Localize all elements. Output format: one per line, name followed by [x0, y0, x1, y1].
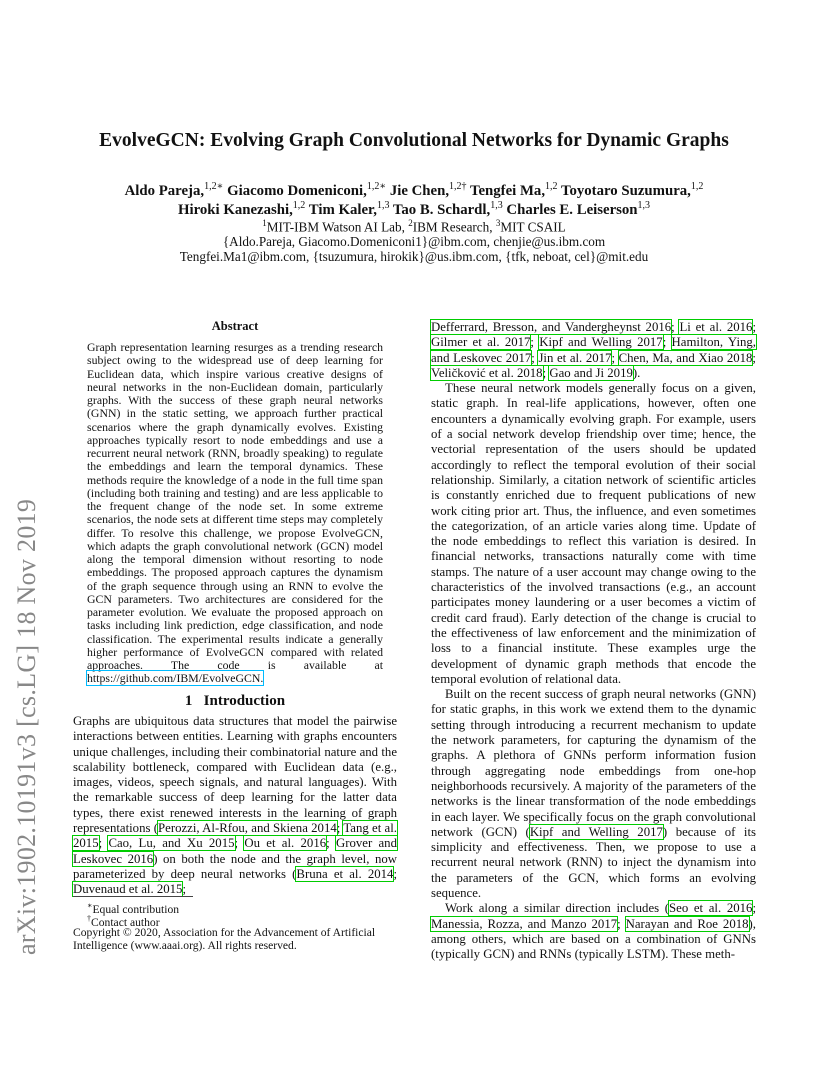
- abstract-body: Graph representation learning resurges as a trending research subject owing to the widespread use of deep learning for Euclidean data, which inspire various creative designs of neural networks in the non-Euclidean domain, particularly graphs. With the success of these graph neural networks (GNN) in the static setting, we approach further practical scenarios where the graph dynamically evolves. Existing approaches typically resort to node embeddings and use a recurrent neural network (RNN, broadly speaking) to regulate the embeddings and learn the temporal dynamics. These methods require the knowledge of a node in the full time span (including both training and testing) and are less applicable to the frequent change of the node set. In some extreme scenarios, the node sets at different time steps may completely differ. To resolve this challenge, we propose EvolveGCN, which adapts the graph convolutional network (GCN) model along the temporal dimension without resorting to node embeddings. The proposed approach captures the dynamism of the graph sequence through using an RNN to evolve the GCN parameters. Two architectures are considered for the parameter evolution. We evaluate the proposed approach on tasks including link prediction, edge classification, and node classification. The experimental results indicate a generally higher performance of EvolveGCN compared with related approaches. The code is available at https://github.com/IBM/EvolveGCN.: [87, 340, 383, 686]
- citation-link[interactable]: Kipf and Welling 2017: [539, 335, 663, 350]
- citation-link[interactable]: Li et al. 2016: [679, 320, 753, 334]
- footnote-contact: †Contact author: [87, 914, 160, 929]
- citation-link[interactable]: Manessia, Rozza, and Manzo 2017: [431, 916, 618, 931]
- paper-title: EvolveGCN: Evolving Graph Convolutional Networks for Dynamic Graphs: [99, 130, 729, 151]
- citation-link[interactable]: Kipf and Welling 2017: [529, 824, 663, 839]
- arxiv-sidebar: arXiv:1902.10191v3 [cs.LG] 18 Nov 2019: [12, 498, 41, 955]
- citation-link[interactable]: Narayan and Roe 2018: [625, 916, 749, 931]
- authors-line-1: Aldo Pareja,$^{1,2∗}$ Giacomo Domeniconi,$^{1,2∗}$ Jie Chen,$^{1,2\dagger}$ Tengfei Ma,$^{1,2}$ Toyotaro Suzumura,$^{1,2}$: [124, 181, 704, 199]
- citation-link[interactable]: Ou et al. 2016: [244, 836, 327, 851]
- authors-line-2: Hiroki Kanezashi,$^{1,2}$ Tim Kaler,$^{1,3}$ Tao B. Schardl,$^{1,3}$ Charles E. Leiserson$^{1,3}$: [177, 200, 651, 218]
- citation-link[interactable]: Perozzi, Al-Rfou, and Skiena 2014: [158, 821, 337, 836]
- emails-line-1: {Aldo.Pareja, Giacomo.Domeniconi1}@ibm.com, chenjie@us.ibm.com: [222, 234, 606, 249]
- citation-link[interactable]: Gao and Ji 2019: [549, 365, 633, 380]
- code-link[interactable]: https://github.com/IBM/EvolveGCN.: [87, 671, 264, 686]
- copyright-line-2: Intelligence (www.aaai.org). All rights reserved.: [73, 939, 297, 952]
- affiliations: $^1$MIT-IBM Watson AI Lab, $^2$IBM Research, $^3$MIT CSAIL: [262, 218, 566, 235]
- footnote-equal: ∗Equal contribution: [87, 901, 180, 916]
- right-paragraph-dynamic: These neural network models generally focus on a given, static graph. In real-life applications, however, often one encounters a dynamically evolving graph. For example, users of a social network develop friendship over time; hence, the vectorial representation of the users should be updated accordingly to reflect the temporal evolution of their social relationship. Similarly, a citation network of scientific articles is constantly enriched due to frequent publications of new work citing prior art. Thus, the influence, and even sometimes the categorization, of an article varies along time. Update of the node embeddings to reflect this variation is desired. In financial networks, transactions naturally come with time stamps. The nature of a user account may change owing to the characteristics of the involved transactions (e.g., an account participates money laundering or a user becomes a victim of credit card fraud). Early detection of the change is crucial to the effectiveness of law enforcement and the minimization of loss to a financial institute. These examples urge the development of dynamic graph methods that encode the temporal evolution of relational data.: [431, 381, 756, 686]
- copyright-line-1: Copyright © 2020, Association for the Advancement of Artificial: [73, 926, 376, 939]
- citation-link[interactable]: Cao, Lu, and Xu 2015: [108, 836, 235, 851]
- right-citation-paragraph: Defferrard, Bresson, and Vandergheynst 2016; Li et al. 2016; Gilmer et al. 2017; Kipf and Welling 2017; Hamilton, Ying, and Leskovec 2017; Jin et al. 2017; Chen, Ma, and Xiao 2018; Veličković et al. 2018; Gao and Ji 2019).: [431, 320, 757, 380]
- right-column: [431, 320, 756, 962]
- citation-link[interactable]: Seo et al. 2016: [669, 901, 753, 916]
- emails-line-2: Tengfei.Ma1@ibm.com, {tsuzumura, hirokik}@us.ibm.com, {tfk, neboat, cel}@mit.edu: [179, 249, 649, 264]
- citation-link[interactable]: Duvenaud et al. 2015: [73, 882, 183, 897]
- footnote-rule: [73, 896, 193, 897]
- citation-link[interactable]: Hamilton, Ying, and Leskovec 2017: [431, 335, 756, 365]
- citation-link[interactable]: Defferrard, Bresson, and Vandergheynst 2016: [431, 320, 672, 334]
- right-paragraph-built-on: Built on the recent success of graph neural networks (GNN) for static graphs, in this work we extend them to the dynamic setting through introducing a recurrent mechanism to update the network parameters, for capturing the dynamism of the graphs. A plethora of GNNs perform information fusion through aggregating node embeddings from one-hop neighborhoods recursively. A majority of the parameters of the networks is the linear transformation of the node embeddings in each layer. We specifically focus on the graph convolutional network (GCN) (Kipf and Welling 2017) because of its simplicity and effectiveness. Then, we propose to use a recurrent neural network (RNN) to inject the dynamism into the parameters of the GCN, which forms an evolving sequence.: [431, 687, 757, 900]
- introduction-paragraph: Graphs are ubiquitous data structures that model the pairwise interactions between entities. Learning with graphs encounters unique challenges, including their combinatorial nature and the scalability bottleneck, compared with Euclidean data (e.g., images, videos, speech signals, and natural languages). With the remarkable success of deep learning for the latter data types, there exist renewed interests in the learning of graph representations (Perozzi, Al-Rfou, and Skiena 2014; Tang et al. 2015; Cao, Lu, and Xu 2015; Ou et al. 2016; Grover and Leskovec 2016) on both the node and the graph level, now parameterized by deep neural networks (Bruna et al. 2014; Duvenaud et al. 2015;: [73, 714, 398, 897]
- right-paragraph-related-work: Work along a similar direction includes (Seo et al. 2016; Manessia, Rozza, and Manzo 2017; Narayan and Roe 2018), among others, which are based on a combination of GNNs (typically GCN) and RNNs (typically LSTM). These meth-: [431, 901, 756, 962]
- citation-link[interactable]: Jin et al. 2017: [538, 350, 612, 365]
- citation-link[interactable]: Chen, Ma, and Xiao 2018: [618, 350, 753, 365]
- abstract-heading: Abstract: [211, 319, 259, 333]
- section-heading-introduction: 1 Introduction: [184, 693, 286, 709]
- citation-link[interactable]: Bruna et al. 2014: [296, 866, 394, 881]
- citation-link[interactable]: Gilmer et al. 2017: [431, 335, 531, 350]
- citation-link[interactable]: Tang et al. 2015: [73, 821, 397, 851]
- citation-link[interactable]: Veličković et al. 2018: [431, 365, 543, 380]
- citation-link[interactable]: Grover and Leskovec 2016: [73, 836, 397, 866]
